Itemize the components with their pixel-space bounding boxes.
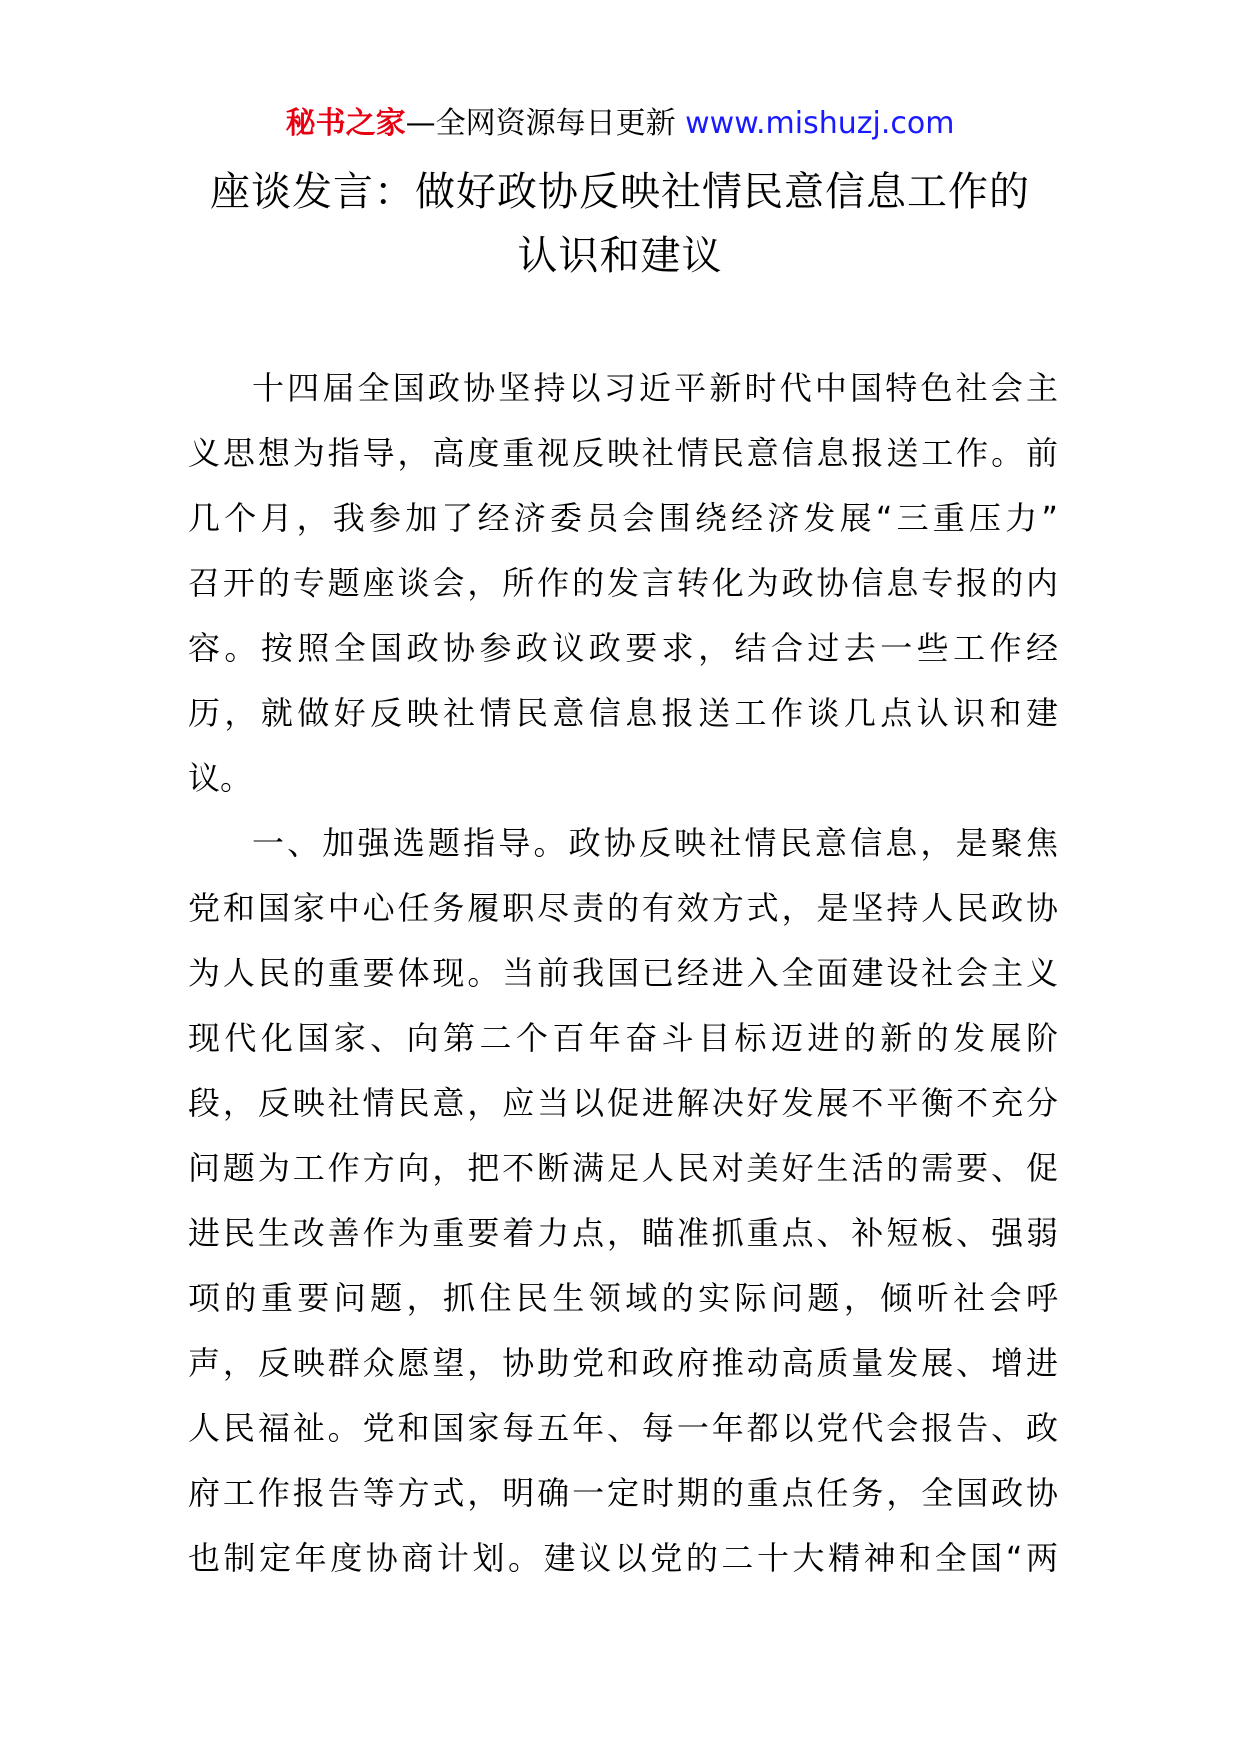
paragraph-line: 人民福祉。党和国家每五年、每一年都以党代会报告、政	[188, 1409, 1058, 1447]
paragraph-line: 议。	[188, 759, 253, 797]
paragraph-line: 义思想为指导，高度重视反映社情民意信息报送工作。前	[188, 434, 1058, 472]
paragraph-line: 声，反映群众愿望，协助党和政府推动高质量发展、增进	[188, 1344, 1058, 1382]
paragraph-line: 一、加强选题指导。政协反映社情民意信息，是聚焦	[252, 824, 1058, 862]
paragraph-line: 十四届全国政协坚持以习近平新时代中国特色社会主	[252, 369, 1058, 407]
paragraph-line: 召开的专题座谈会，所作的发言转化为政协信息专报的内	[188, 564, 1058, 602]
paragraph-line: 进民生改善作为重要着力点，瞄准抓重点、补短板、强弱	[188, 1214, 1058, 1252]
document-body	[188, 356, 1058, 1591]
paragraph-line: 也制定年度协商计划。建议以党的二十大精神和全国“两	[188, 1539, 1058, 1577]
paragraph-line: 项的重要问题，抓住民生领域的实际问题，倾听社会呼	[188, 1279, 1058, 1317]
paragraph-line: 容。按照全国政协参政议政要求，结合过去一些工作经	[188, 629, 1058, 667]
brand-name: 秘书之家	[285, 106, 406, 141]
document-title	[150, 160, 1090, 288]
paragraph-line: 府工作报告等方式，明确一定时期的重点任务，全国政协	[188, 1474, 1058, 1512]
title-line-1: 座谈发言：做好政协反映社情民意信息工作的	[210, 169, 1030, 215]
site-header	[0, 104, 1240, 144]
title-line-2: 认识和建议	[517, 233, 723, 279]
paragraph-line: 历，就做好反映社情民意信息报送工作谈几点认识和建	[188, 694, 1058, 732]
site-url-link[interactable]: www.mishuzj.com	[685, 106, 955, 141]
paragraph-line: 现代化国家、向第二个百年奋斗目标迈进的新的发展阶	[188, 1019, 1058, 1057]
paragraph-line: 几个月，我参加了经济委员会围绕经济发展“三重压力”	[188, 499, 1058, 537]
paragraph-line: 问题为工作方向，把不断满足人民对美好生活的需要、促	[188, 1149, 1058, 1187]
paragraph-line: 为人民的重要体现。当前我国已经进入全面建设社会主义	[188, 954, 1058, 992]
paragraph-line: 党和国家中心任务履职尽责的有效方式，是坚持人民政协	[188, 889, 1058, 927]
paragraph-line: 段，反映社情民意，应当以促进解决好发展不平衡不充分	[188, 1084, 1058, 1122]
header-tagline: —全网资源每日更新	[405, 106, 686, 141]
